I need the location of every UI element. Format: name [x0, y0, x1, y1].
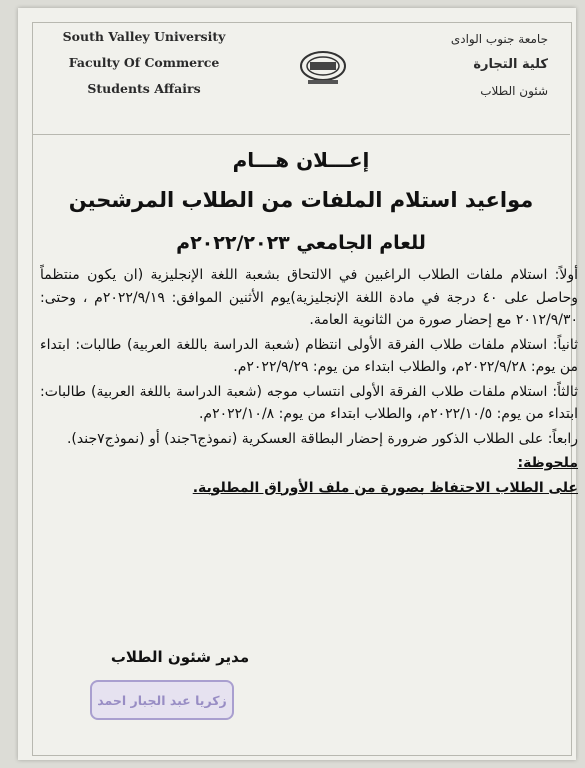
- note-label: ملحوظة:: [517, 455, 578, 471]
- paragraph-third: ثالثاً: استلام ملفات طلاب الفرقة الأولى انتساب موجه (شعبة الدراسة باللغة العربية) طالبات: ابتداء من يوم: ٢٠٢٢/١٠/٥م، والطلاب ابتداء من يوم: ٢٠٢٢/١٠/٨م.: [40, 383, 578, 422]
- note-text: على الطلاب الاحتفاظ بصورة من ملف الأوراق المطلوبة.: [192, 479, 578, 496]
- signatory-title: مدير شئون الطلاب: [110, 648, 250, 666]
- academic-year: للعام الجامعي ٢٠٢٢/٢٠٢٣م: [176, 232, 426, 254]
- header-divider: [32, 134, 570, 135]
- stamp-text: زكريا عبد الجبار احمد: [97, 692, 227, 708]
- university-name-ar: جامعة جنوب الوادى: [450, 32, 548, 46]
- faculty-name-en: Faculty Of Commerce: [68, 55, 220, 70]
- paragraph-first: أولاً: استلام ملفات الطلاب الراغبين في الالتحاق بشعبة اللغة الإنجليزية (ان يكون منتظماً وحاصل على ٤٠ درجة في مادة اللغة الإنجليزية)يوم الأثنين الموافق: ٢٠٢٢/٩/١٩م ، وحتى: ٢٠١٢/٩/٣٠ مع إحضار صورة من الثانوية العامة.: [40, 267, 578, 328]
- announcement-title: مواعيد استلام الملفات من الطلاب المرشحين: [68, 188, 534, 212]
- announcement-body: [40, 264, 578, 501]
- official-stamp: [90, 680, 234, 720]
- university-logo-icon: [296, 48, 350, 88]
- department-name-ar: شئون الطلاب: [480, 84, 548, 98]
- arabic-header: [398, 26, 548, 104]
- university-name-en: South Valley University: [62, 29, 226, 44]
- department-name-en: Students Affairs: [87, 81, 201, 96]
- faculty-name-ar: كلية التجارة: [473, 57, 548, 72]
- document-page: [18, 8, 576, 760]
- english-header: [44, 24, 244, 102]
- announcement-heading: إعـــلان هـــام: [232, 148, 370, 172]
- paragraph-second: ثانياً: استلام ملفات طلاب الفرقة الأولى انتظام (شعبة الدراسة باللغة العربية) طالبات: ابتداء من يوم: ٢٠٢٢/٩/٢٨م، والطلاب ابتداء من يوم: ٢٠٢٢/٩/٢٩م.: [40, 336, 578, 375]
- paragraph-fourth: رابعاً: على الطلاب الذكور ضرورة إحضار البطاقة العسكرية (نموذج٦جند) أو (نموذج٧جند).: [66, 430, 578, 447]
